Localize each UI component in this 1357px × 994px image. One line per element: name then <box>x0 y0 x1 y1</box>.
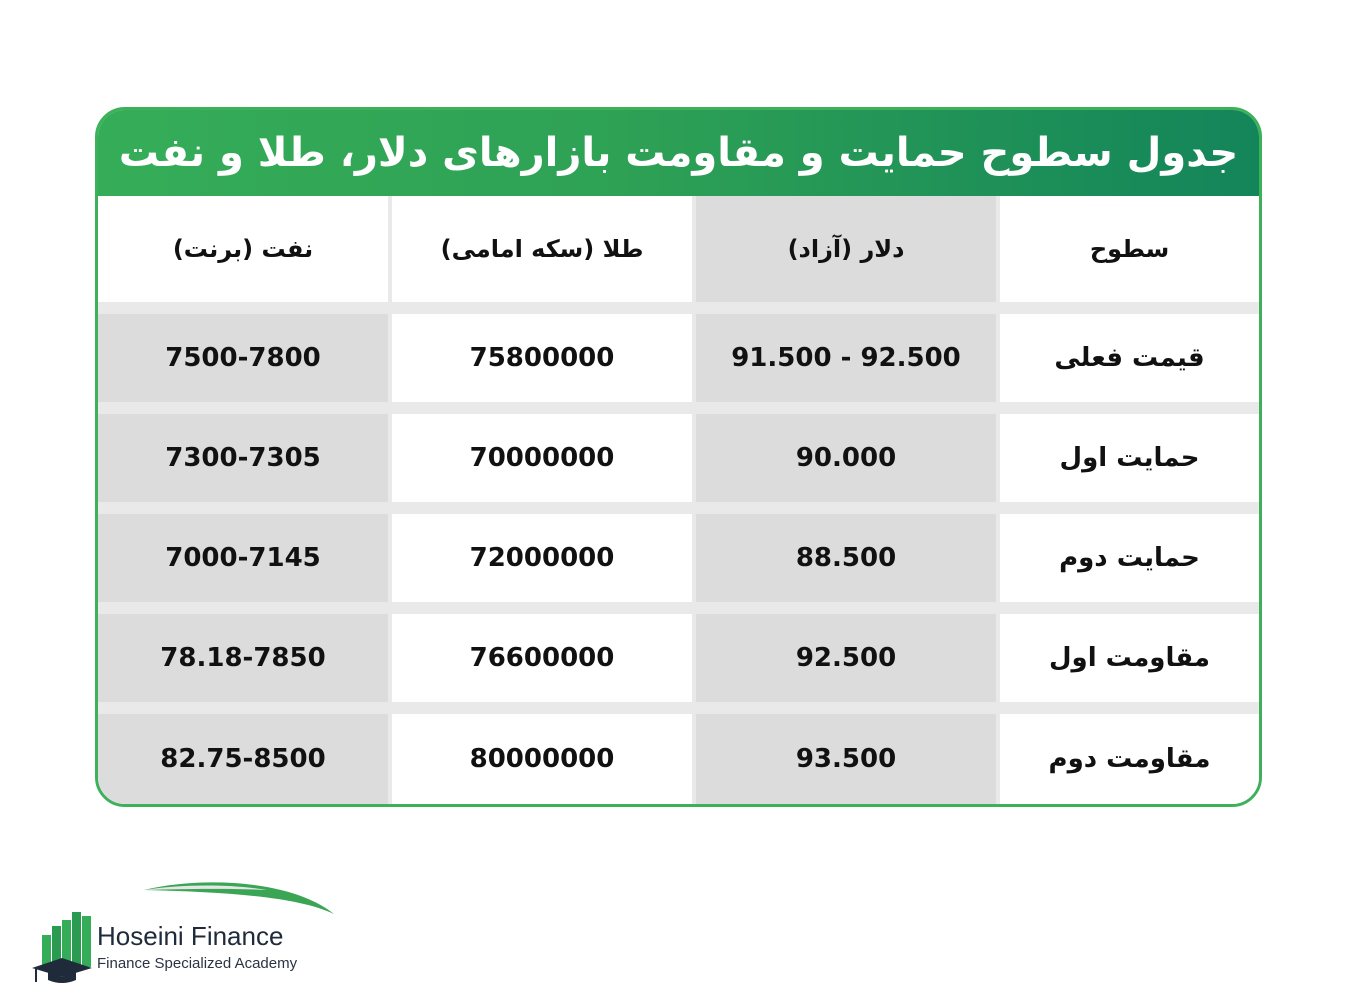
cell-gold: 75800000 <box>392 314 692 402</box>
cell-oil: 7500-7800 <box>98 314 388 402</box>
cell-oil: 7000-7145 <box>98 514 388 602</box>
page-title: جدول سطوح حمایت و مقاومت بازارهای دلار، طلا و نفت <box>118 130 1239 176</box>
cell-dollar: 92.500 <box>696 614 996 702</box>
cell-gold: 80000000 <box>392 714 692 804</box>
cell-level: قیمت فعلی <box>1000 314 1259 402</box>
cell-oil: 82.75-8500 <box>98 714 388 804</box>
cell-dollar: 88.500 <box>696 514 996 602</box>
levels-table <box>98 196 1259 804</box>
header-gold: طلا (سکه امامی) <box>392 196 692 302</box>
header-levels: سطوح <box>1000 196 1259 302</box>
header-oil: نفت (برنت) <box>98 196 388 302</box>
header-dollar: دلار (آزاد) <box>696 196 996 302</box>
cell-level: مقاومت دوم <box>1000 714 1259 804</box>
title-bar <box>98 110 1259 196</box>
cell-gold: 76600000 <box>392 614 692 702</box>
cell-gold: 72000000 <box>392 514 692 602</box>
bar-5 <box>82 916 91 967</box>
cell-level: مقاومت اول <box>1000 614 1259 702</box>
cell-dollar: 91.500 - 92.500 <box>696 314 996 402</box>
levels-table-card <box>95 107 1262 807</box>
cell-oil: 7300-7305 <box>98 414 388 502</box>
cell-level: حمایت دوم <box>1000 514 1259 602</box>
cell-dollar: 93.500 <box>696 714 996 804</box>
brand-name: Hoseini Finance <box>97 921 284 951</box>
cell-oil: 78.18-7850 <box>98 614 388 702</box>
brand-tagline: Finance Specialized Academy <box>97 955 298 972</box>
cell-dollar: 90.000 <box>696 414 996 502</box>
cell-gold: 70000000 <box>392 414 692 502</box>
cell-level: حمایت اول <box>1000 414 1259 502</box>
bar-4 <box>72 912 81 967</box>
